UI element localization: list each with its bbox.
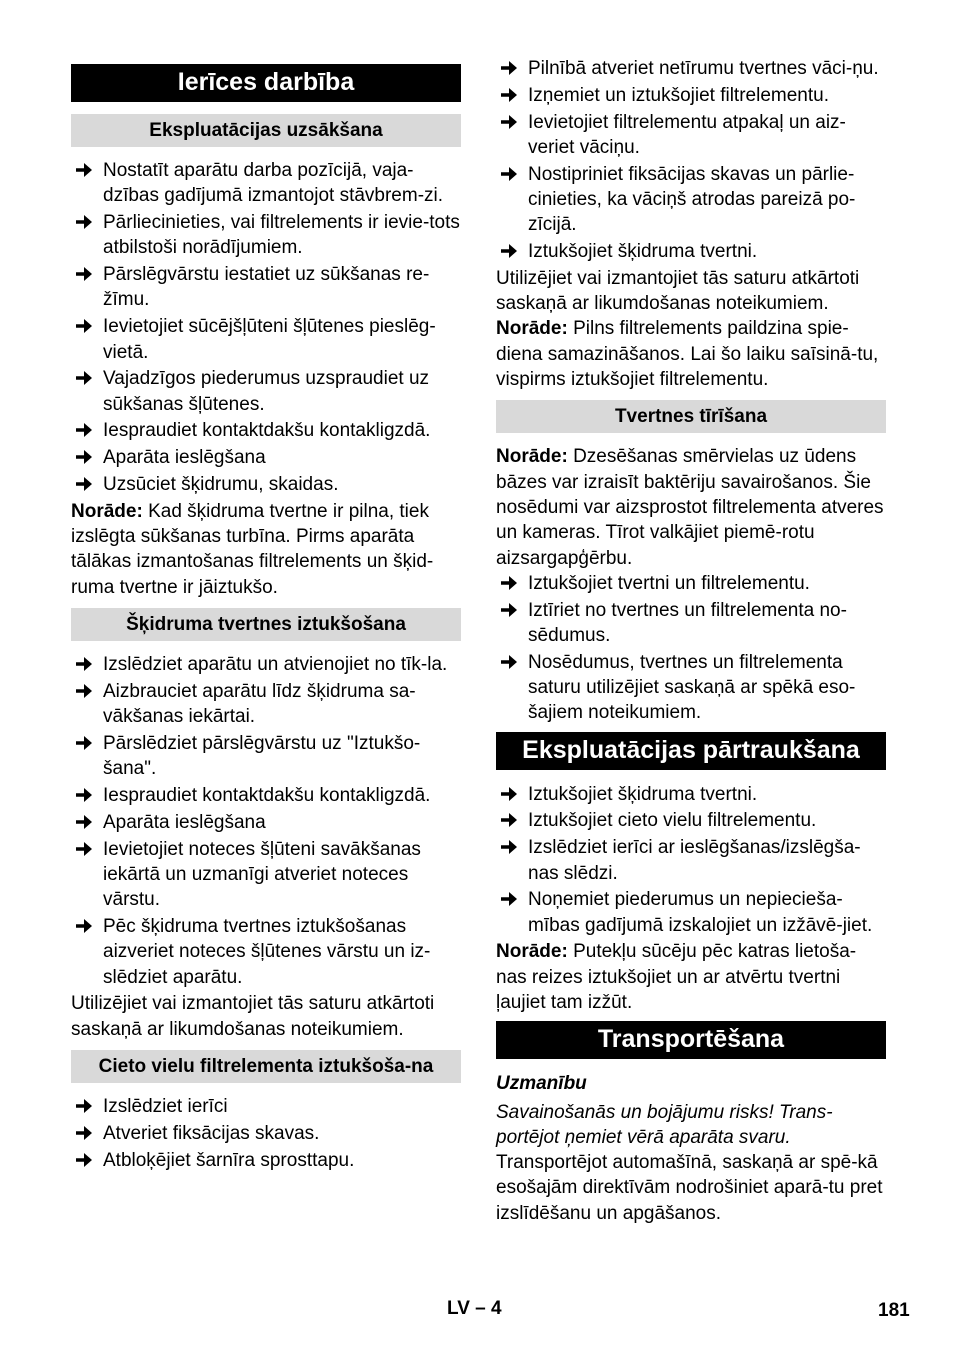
list-item (496, 110, 886, 161)
section-heading-transport: Transportēšana (496, 1021, 886, 1059)
list-item-text: Iztukšojiet cieto vielu filtrelementu. (528, 810, 817, 832)
list-item-text: Iztukšojiet šķidruma tvertni. (528, 241, 758, 263)
arrow-right-icon (499, 85, 519, 105)
note-paragraph (71, 499, 461, 600)
arrow-right-icon (499, 164, 519, 184)
list-item-text: Iztukšojiet tvertni un filtrelementu. (528, 572, 810, 594)
arrow-right-icon (499, 241, 519, 261)
list-item-text: Pēc šķidruma tvertnes iztukšošanas aizveriet noteces šļūtenes vārstu un iz-slēdziet aparātu. (103, 916, 431, 988)
arrow-right-icon (74, 212, 94, 232)
list-item (71, 652, 461, 677)
right-column (496, 56, 886, 1226)
page-number: 181 (878, 1300, 910, 1321)
note-label: Norāde: (496, 941, 568, 963)
list-item (71, 810, 461, 835)
list-item-text: Iztīriet no tvertnes un filtrelementa no-sēdumus. (528, 599, 847, 646)
list-item (71, 418, 461, 443)
list-item (71, 679, 461, 730)
list-item-text: Nostipriniet fiksācijas skavas un pārlie-cinieties, ka vāciņš atrodas pareizā po-zīcijā. (528, 163, 856, 236)
list-item (496, 83, 886, 108)
arrow-right-icon (74, 474, 94, 494)
list-item-text: Aparāta ieslēgšana (103, 811, 266, 833)
list-item (71, 210, 461, 261)
list-item (71, 1094, 461, 1119)
list-item (496, 598, 886, 649)
filter-steps-list (71, 1094, 461, 1173)
list-item (496, 887, 886, 938)
list-item-text: Uzsūciet šķidrumu, skaidas. (103, 474, 339, 496)
list-item (496, 782, 886, 807)
arrow-right-icon (499, 573, 519, 593)
section-heading-operation: Ierīces darbība (71, 64, 461, 102)
arrow-right-icon (74, 447, 94, 467)
list-item (71, 731, 461, 782)
note-text: Dzesēšanas smērvielas uz ūdens bāzes var izraisīt baktēriju savairošanos. Šie nosēdumi var aizsprostot filtrelementa atveres un kameras. Tīrot valkājiet piemē-rotu aizsargapģērbu. (496, 446, 884, 569)
list-item (71, 158, 461, 209)
list-item (71, 314, 461, 365)
list-item-text: Pārslēdziet pārslēgvārstu uz "Iztukšo-šana". (103, 732, 421, 780)
list-item-text: Iztukšojiet šķidruma tvertni. (528, 783, 758, 805)
warning-title: Uzmanību (496, 1073, 587, 1095)
list-item-text: Aizbrauciet aparātu līdz šķidruma sa-vākšanas iekārtai. (103, 680, 416, 728)
list-item-text: Nostatīt aparātu darba pozīcijā, vaja-dzības gadījumā izmantojot stāvbrem-zi. (103, 160, 444, 207)
subheading-tank-cleaning: Tvertnes tīrīšana (496, 400, 886, 433)
list-item (71, 837, 461, 913)
list-item (71, 783, 461, 808)
list-item-text: Vajadzīgos piederumus uzspraudiet uz sūkšanas šļūtenes. (103, 368, 430, 415)
note-text: Pilns filtrelements paildzina spie-diena samazināšanos. Lai šo laiku saīsinā-tu, vispirms iztukšojiet filtrelementu. (496, 318, 879, 391)
arrow-right-icon (74, 785, 94, 805)
list-item-text: Noņemiet piederumus un nepiecieša-mības gadījumā izskalojiet un izžāvē-jiet. (528, 889, 873, 936)
list-item-text: Iespraudiet kontaktdakšu kontakligzdā. (103, 785, 431, 807)
left-column (71, 58, 461, 1174)
arrow-right-icon (499, 112, 519, 132)
list-item-text: Pilnībā atveriet netīrumu tvertnes vāci-ņu. (528, 58, 879, 79)
subheading-solid-filter: Cieto vielu filtrelementa iztukšoša-na (71, 1050, 461, 1083)
list-item (71, 1148, 461, 1173)
footer-page-ref: – 4 (475, 1298, 502, 1319)
arrow-right-icon (74, 420, 94, 440)
list-item-text: Ievietojiet sūcējšļūteni šļūtenes pieslēg-vietā. (103, 316, 436, 363)
arrow-right-icon (74, 264, 94, 284)
note-paragraph (496, 316, 886, 392)
list-item-text: Ievietojiet filtrelementu atpakaļ un aiz-veriet vāciņu. (528, 111, 846, 158)
list-item-text: Aparāta ieslēgšana (103, 447, 266, 469)
arrow-right-icon (74, 654, 94, 674)
arrow-right-icon (499, 889, 519, 909)
arrow-right-icon (74, 839, 94, 859)
arrow-right-icon (499, 652, 519, 672)
note-text: Putekļu sūcēju pēc katras lietoša-nas reizes iztukšojiet un ar atvērtu tvertni ļaujiet tam izžūt. (496, 941, 857, 1013)
list-item (496, 162, 886, 238)
arrow-right-icon (74, 368, 94, 388)
warning-text: Savainošanās un bojājumu risks! Trans-portējot ņemiet vērā aparāta svaru. (496, 1101, 833, 1148)
list-item (496, 808, 886, 833)
arrow-right-icon (499, 784, 519, 804)
transport-paragraph: Transportējot automašīnā, saskaņā ar spē-kā esošajām direktīvām nodrošiniet aparā-tu pret izslīdēšanu un apgāšanos. (496, 1152, 883, 1224)
stop-steps-list (496, 782, 886, 938)
list-item (496, 56, 886, 81)
list-item (496, 239, 886, 264)
arrow-right-icon (74, 733, 94, 753)
note-label: Norāde: (496, 318, 568, 340)
list-item-text: Izslēdziet ierīci (103, 1096, 228, 1117)
section-heading-stop: Ekspluatācijas pārtraukšana (496, 732, 886, 770)
arrow-right-icon (74, 1096, 94, 1116)
arrow-right-icon (499, 58, 519, 78)
list-item (71, 472, 461, 497)
arrow-right-icon (499, 837, 519, 857)
list-item (71, 914, 461, 990)
arrow-right-icon (74, 160, 94, 180)
arrow-right-icon (499, 810, 519, 830)
list-item-text: Iespraudiet kontaktdakšu kontakligzdā. (103, 420, 431, 442)
note-text: Kad šķidruma tvertne ir pilna, tiek izslēgta sūkšanas turbīna. Pirms aparāta tālākas izmantošanas filtrelements un šķid-ruma tvertne ir jāiztukšo. (71, 500, 434, 598)
footer-language (447, 1296, 502, 1321)
list-item-text: Atbloķējiet šarnīra sprosttapu. (103, 1149, 355, 1171)
dispose-paragraph: Utilizējiet vai izmantojiet tās saturu atkārtoti saskaņā ar likumdošanas noteikumiem. (496, 267, 860, 315)
list-item (496, 571, 886, 596)
filter-steps-cont-list (496, 56, 886, 264)
list-item (71, 1121, 461, 1146)
list-item (71, 262, 461, 313)
arrow-right-icon (74, 1123, 94, 1143)
list-item-text: Nosēdumus, tvertnes un filtrelementa saturu utilizējiet saskaņā ar spēkā eso-šajiem noteikumiem. (528, 651, 856, 724)
list-item-text: Pārliecinieties, vai filtrelements ir ievie-tots atbilstoši norādījumiem. (103, 212, 460, 259)
list-item-text: Pārslēgvārstu iestatiet uz sūkšanas re-žīmu. (103, 264, 430, 311)
list-item (496, 835, 886, 886)
list-item-text: Izņemiet un iztukšojiet filtrelementu. (528, 84, 829, 106)
note-paragraph (496, 444, 886, 570)
list-item (496, 650, 886, 726)
list-item (71, 366, 461, 417)
arrow-right-icon (499, 600, 519, 620)
subheading-empty-liquid-tank: Šķidruma tvertnes iztukšošana (71, 608, 461, 641)
arrow-right-icon (74, 1150, 94, 1170)
empty-steps-list (71, 652, 461, 990)
list-item-text: Atveriet fiksācijas skavas. (103, 1122, 320, 1144)
clean-steps-list (496, 571, 886, 726)
list-item-text: Ievietojiet noteces šļūteni savākšanas iekārtā un uzmanīgi atveriet noteces vārstu. (103, 838, 421, 911)
dispose-paragraph: Utilizējiet vai izmantojiet tās saturu atkārtoti saskaņā ar likumdošanas noteikumiem. (71, 993, 435, 1040)
start-steps-list (71, 158, 461, 497)
note-paragraph (496, 939, 886, 1015)
note-label: Norāde: (496, 446, 568, 468)
arrow-right-icon (74, 916, 94, 936)
subheading-start: Ekspluatācijas uzsākšana (71, 114, 461, 147)
list-item-text: Izslēdziet ierīci ar ieslēgšanas/izslēgša-nas slēdzi. (528, 837, 861, 884)
list-item-text: Izslēdziet aparātu un atvienojiet no tīk-la. (103, 654, 448, 676)
arrow-right-icon (74, 812, 94, 832)
note-label: Norāde: (71, 500, 143, 522)
arrow-right-icon (74, 681, 94, 701)
list-item (71, 445, 461, 470)
footer-lang-code: LV (447, 1298, 470, 1319)
arrow-right-icon (74, 316, 94, 336)
